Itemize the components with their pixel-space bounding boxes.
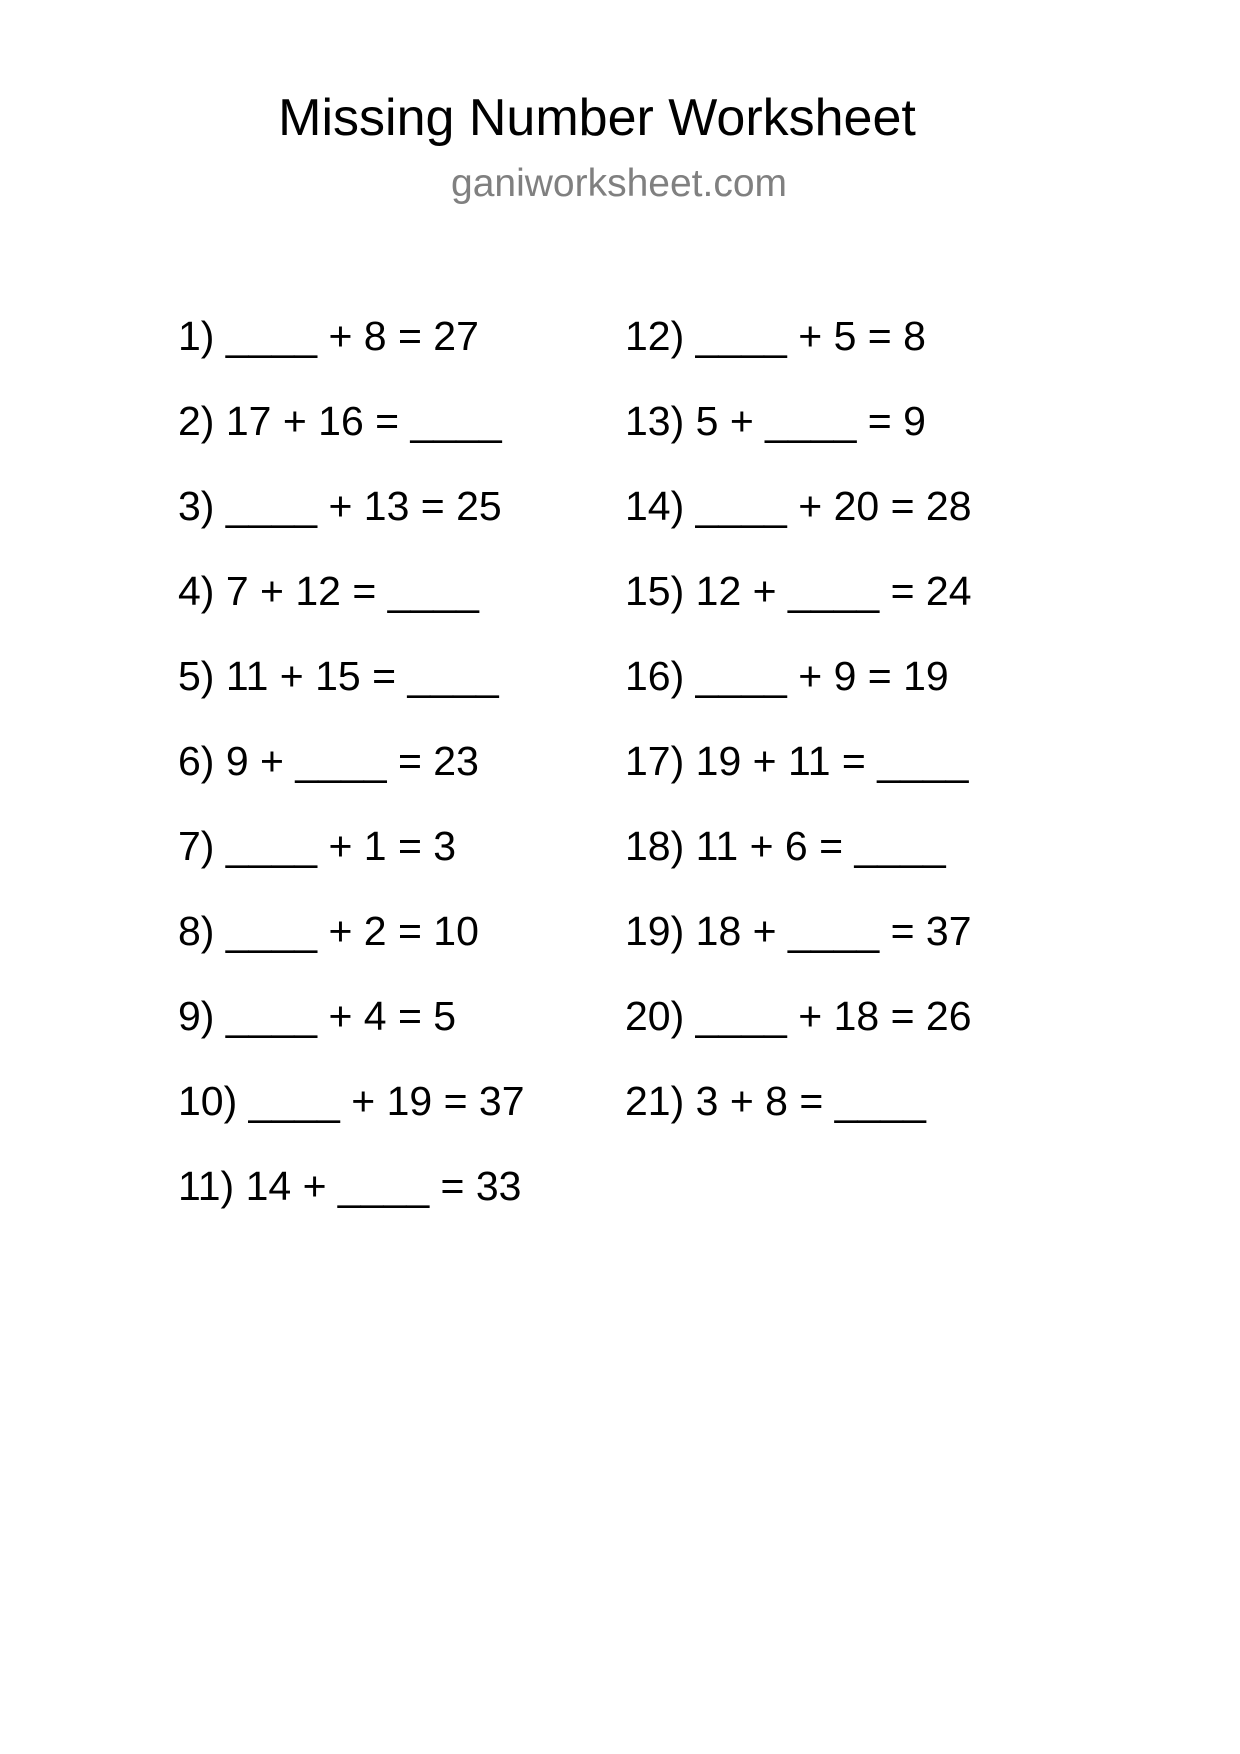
problems-left-column <box>178 311 525 1246</box>
problem-15: 15) 12 + ____ = 24 <box>625 568 972 614</box>
problem-4: 4) 7 + 12 = ____ <box>178 568 479 614</box>
problem-13: 13) 5 + ____ = 9 <box>625 398 926 444</box>
problem-12: 12) ____ + 5 = 8 <box>625 313 926 359</box>
problem-21: 21) 3 + 8 = ____ <box>625 1078 926 1124</box>
problem-17: 17) 19 + 11 = ____ <box>625 738 969 784</box>
problem-11: 11) 14 + ____ = 33 <box>178 1163 522 1209</box>
problem-8: 8) ____ + 2 = 10 <box>178 908 479 954</box>
problem-9: 9) ____ + 4 = 5 <box>178 993 457 1039</box>
problem-5: 5) 11 + 15 = ____ <box>178 653 499 699</box>
problems-right-column <box>625 311 972 1161</box>
problem-19: 19) 18 + ____ = 37 <box>625 908 972 954</box>
problem-2: 2) 17 + 16 = ____ <box>178 398 502 444</box>
problem-6: 6) 9 + ____ = 23 <box>178 738 479 784</box>
problem-18: 18) 11 + 6 = ____ <box>625 823 946 869</box>
website-subtitle: ganiworksheet.com <box>451 162 787 205</box>
problem-16: 16) ____ + 9 = 19 <box>625 653 949 699</box>
worksheet-title: Missing Number Worksheet <box>278 89 916 147</box>
problem-3: 3) ____ + 13 = 25 <box>178 483 502 529</box>
problem-10: 10) ____ + 19 = 37 <box>178 1078 525 1124</box>
problem-20: 20) ____ + 18 = 26 <box>625 993 972 1039</box>
problem-1: 1) ____ + 8 = 27 <box>178 313 479 359</box>
problem-14: 14) ____ + 20 = 28 <box>625 483 972 529</box>
problem-7: 7) ____ + 1 = 3 <box>178 823 457 869</box>
